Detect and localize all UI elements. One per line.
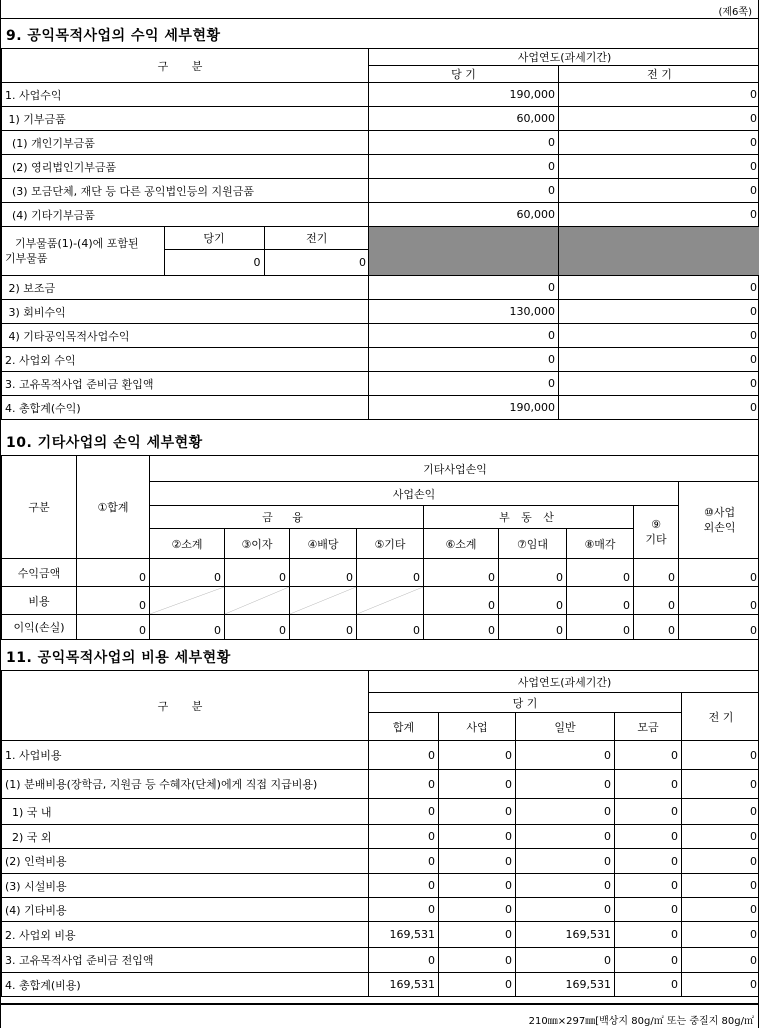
cell-value: 0 bbox=[369, 741, 439, 770]
header-gubun: 구 분 bbox=[2, 49, 369, 83]
cell-value: 0 bbox=[682, 825, 759, 849]
table-row bbox=[2, 615, 759, 640]
table-row bbox=[2, 741, 759, 770]
cell-value: 0 bbox=[682, 948, 759, 973]
cell-value: 0 bbox=[615, 948, 682, 973]
table-row bbox=[2, 372, 759, 396]
cell-value: 0 bbox=[679, 559, 759, 587]
row-label: 2) 국 외 bbox=[2, 825, 369, 849]
cell-value: 0 bbox=[516, 770, 615, 799]
s10-total: ①합계 bbox=[77, 456, 150, 559]
s11-header-fiscal-year: 사업연도(과세기간) bbox=[369, 671, 759, 693]
cell-value: 0 bbox=[369, 874, 439, 898]
s10-fin-other: ⑤기타 bbox=[357, 529, 424, 559]
s10-re-rent: ⑦임대 bbox=[499, 529, 567, 559]
row-label: 3. 고유목적사업 준비금 전입액 bbox=[2, 948, 369, 973]
table-row bbox=[2, 770, 759, 799]
cell-value: 0 bbox=[439, 849, 516, 874]
cell-value: 0 bbox=[439, 799, 516, 825]
row-label: 4. 총합계(비용) bbox=[2, 973, 369, 997]
cell-value: 0 bbox=[225, 615, 290, 640]
cell-value: 0 bbox=[615, 874, 682, 898]
row-label: (2) 인력비용 bbox=[2, 849, 369, 874]
cell-value: 0 bbox=[516, 849, 615, 874]
cell-value: 0 bbox=[439, 741, 516, 770]
page-number: (제6쪽) bbox=[718, 7, 752, 18]
s10-nonbiz-line1: ⑩사업 bbox=[703, 506, 736, 519]
table-row bbox=[2, 203, 759, 227]
table-row bbox=[2, 396, 759, 420]
cell-value: 0 bbox=[369, 898, 439, 922]
cell-value: 0 bbox=[516, 948, 615, 973]
cell-value: 0 bbox=[369, 825, 439, 849]
cell-value: 0 bbox=[682, 849, 759, 874]
cell-value: 0 bbox=[682, 922, 759, 948]
s10-re-sale: ⑧매각 bbox=[567, 529, 634, 559]
cell-value: 0 bbox=[516, 825, 615, 849]
table-row bbox=[2, 155, 759, 179]
cell-value: 0 bbox=[567, 587, 634, 615]
cell-value: 0 bbox=[682, 973, 759, 997]
row-label: 수익금액 bbox=[2, 559, 77, 587]
table-row bbox=[2, 276, 759, 300]
cell-value: 0 bbox=[634, 615, 679, 640]
cell-value: 0 bbox=[516, 741, 615, 770]
expense-table bbox=[1, 670, 759, 997]
s10-other-biz: 기타사업손익 bbox=[150, 456, 759, 482]
row-label: 3. 고유목적사업 준비금 환입액 bbox=[2, 372, 369, 396]
cell-value: 0 bbox=[682, 741, 759, 770]
current-value: 0 bbox=[369, 179, 559, 203]
s10-gubun: 구분 bbox=[2, 456, 77, 559]
cell-value: 0 bbox=[567, 559, 634, 587]
prior-value: 0 bbox=[559, 348, 759, 372]
prior-value: 0 bbox=[559, 107, 759, 131]
row-label: 1) 국 내 bbox=[2, 799, 369, 825]
s10-fin-interest: ③이자 bbox=[225, 529, 290, 559]
cell-value: 0 bbox=[290, 615, 357, 640]
header-prior: 전 기 bbox=[559, 66, 759, 83]
table-row bbox=[2, 948, 759, 973]
current-value: 190,000 bbox=[369, 396, 559, 420]
s10-biz-pl: 사업손익 bbox=[150, 482, 679, 506]
cell-value: 0 bbox=[357, 559, 424, 587]
cell-value: 0 bbox=[77, 559, 150, 587]
diagonal-line bbox=[225, 587, 289, 614]
current-value: 0 bbox=[369, 324, 559, 348]
row-label: 4. 총합계(수익) bbox=[2, 396, 369, 420]
cell-value: 0 bbox=[439, 770, 516, 799]
table-row bbox=[2, 179, 759, 203]
prior-value: 0 bbox=[559, 300, 759, 324]
cell-value: 0 bbox=[150, 615, 225, 640]
table-row bbox=[2, 300, 759, 324]
cell-value: 0 bbox=[682, 874, 759, 898]
inkind-current-value: 0 bbox=[164, 250, 264, 275]
empty-diagonal-cell bbox=[357, 587, 424, 615]
s10-fin-dividend: ④배당 bbox=[290, 529, 357, 559]
table-row bbox=[2, 107, 759, 131]
inkind-label-line2: 기부물품 bbox=[5, 252, 48, 265]
row-label: 이익(손실) bbox=[2, 615, 77, 640]
cell-value: 0 bbox=[615, 973, 682, 997]
prior-value: 0 bbox=[559, 276, 759, 300]
cell-value: 0 bbox=[439, 874, 516, 898]
cell-value: 0 bbox=[516, 874, 615, 898]
empty-diagonal-cell bbox=[225, 587, 290, 615]
inkind-current-label: 당기 bbox=[164, 227, 264, 250]
cell-value: 0 bbox=[439, 948, 516, 973]
row-label: (3) 모금단체, 재단 등 다른 공익법인등의 지원금품 bbox=[2, 179, 369, 203]
prior-value: 0 bbox=[559, 396, 759, 420]
row-label: 4) 기타공익목적사업수익 bbox=[2, 324, 369, 348]
prior-value: 0 bbox=[559, 83, 759, 107]
row-label: 3) 회비수익 bbox=[2, 300, 369, 324]
s11-sub-general: 일반 bbox=[516, 713, 615, 741]
row-label: (1) 개인기부금품 bbox=[2, 131, 369, 155]
current-value: 0 bbox=[369, 131, 559, 155]
s11-sub-fundraising: 모금 bbox=[615, 713, 682, 741]
prior-value: 0 bbox=[559, 324, 759, 348]
table-row bbox=[2, 799, 759, 825]
cell-value: 0 bbox=[290, 559, 357, 587]
inkind-label-line1: 기부물품(1)-(4)에 포함된 bbox=[15, 237, 139, 250]
cell-value: 0 bbox=[150, 559, 225, 587]
cell-value: 0 bbox=[615, 922, 682, 948]
table-row bbox=[2, 922, 759, 948]
cell-value: 0 bbox=[634, 587, 679, 615]
s11-header-current: 당 기 bbox=[369, 693, 682, 713]
cell-value: 0 bbox=[357, 615, 424, 640]
inkind-prior-value: 0 bbox=[264, 250, 369, 275]
cell-value: 0 bbox=[499, 587, 567, 615]
section-11-title: 11. 공익목적사업의 비용 세부현황 bbox=[6, 650, 231, 666]
row-label: 1. 사업비용 bbox=[2, 741, 369, 770]
current-value: 0 bbox=[369, 155, 559, 179]
cell-value: 0 bbox=[615, 849, 682, 874]
s10-realestate: 부 동 산 bbox=[424, 506, 634, 529]
s10-re-subtotal: ⑥소계 bbox=[424, 529, 499, 559]
table-row bbox=[2, 131, 759, 155]
s10-other-line1: ⑨ bbox=[651, 518, 661, 531]
cell-value: 0 bbox=[615, 898, 682, 922]
row-label: (4) 기타기부금품 bbox=[2, 203, 369, 227]
cell-value: 0 bbox=[682, 898, 759, 922]
cell-value: 0 bbox=[516, 898, 615, 922]
current-value: 60,000 bbox=[369, 107, 559, 131]
cell-value: 0 bbox=[424, 615, 499, 640]
revenue-table bbox=[1, 48, 759, 420]
cell-value: 0 bbox=[77, 587, 150, 615]
table-row bbox=[2, 825, 759, 849]
cell-value: 0 bbox=[439, 825, 516, 849]
s10-finance: 금 융 bbox=[150, 506, 424, 529]
section-9-title: 9. 공익목적사업의 수익 세부현황 bbox=[6, 28, 221, 44]
s11-header-prior: 전 기 bbox=[682, 693, 759, 741]
cell-value: 0 bbox=[424, 587, 499, 615]
inkind-shade-prior bbox=[559, 227, 759, 276]
cell-value: 169,531 bbox=[369, 973, 439, 997]
prior-value: 0 bbox=[559, 372, 759, 396]
s11-header-gubun: 구 분 bbox=[2, 671, 369, 741]
cell-value: 0 bbox=[369, 770, 439, 799]
s11-sub-business: 사업 bbox=[439, 713, 516, 741]
s10-nonbiz bbox=[679, 482, 759, 559]
prior-value: 0 bbox=[559, 131, 759, 155]
prior-value: 0 bbox=[559, 179, 759, 203]
prior-value: 0 bbox=[559, 203, 759, 227]
cell-value: 0 bbox=[439, 898, 516, 922]
cell-value: 0 bbox=[225, 559, 290, 587]
inkind-prior-label: 전기 bbox=[264, 227, 369, 250]
s10-other-line2: 기타 bbox=[645, 533, 667, 546]
cell-value: 0 bbox=[516, 799, 615, 825]
row-label: 1) 기부금품 bbox=[2, 107, 369, 131]
table-row bbox=[2, 587, 759, 615]
cell-value: 0 bbox=[567, 615, 634, 640]
cell-value: 0 bbox=[615, 741, 682, 770]
table-row bbox=[2, 849, 759, 874]
cell-value: 0 bbox=[439, 973, 516, 997]
cell-value: 0 bbox=[499, 615, 567, 640]
header-current: 당 기 bbox=[369, 66, 559, 83]
table-row bbox=[2, 874, 759, 898]
row-label: (3) 시설비용 bbox=[2, 874, 369, 898]
cell-value: 0 bbox=[439, 922, 516, 948]
prior-value: 0 bbox=[559, 155, 759, 179]
top-rule bbox=[1, 18, 759, 19]
row-label: (4) 기타비용 bbox=[2, 898, 369, 922]
table-row bbox=[2, 83, 759, 107]
row-label: 2) 보조금 bbox=[2, 276, 369, 300]
section-10-title: 10. 기타사업의 손익 세부현황 bbox=[6, 435, 203, 451]
row-label: 2. 사업외 비용 bbox=[2, 922, 369, 948]
current-value: 190,000 bbox=[369, 83, 559, 107]
cell-value: 169,531 bbox=[516, 973, 615, 997]
cell-value: 0 bbox=[369, 948, 439, 973]
cell-value: 0 bbox=[615, 825, 682, 849]
inkind-label bbox=[2, 227, 164, 275]
cell-value: 0 bbox=[499, 559, 567, 587]
cell-value: 0 bbox=[424, 559, 499, 587]
table-row bbox=[2, 973, 759, 997]
cell-value: 0 bbox=[682, 770, 759, 799]
cell-value: 0 bbox=[615, 770, 682, 799]
current-value: 60,000 bbox=[369, 203, 559, 227]
row-label: (1) 분배비용(장학금, 지원금 등 수혜자(단체)에게 직접 지급비용) bbox=[2, 770, 369, 799]
diagonal-line bbox=[357, 587, 423, 614]
cell-value: 0 bbox=[615, 799, 682, 825]
table-row bbox=[2, 324, 759, 348]
inkind-cell bbox=[2, 227, 369, 276]
diagonal-line bbox=[150, 587, 224, 614]
s11-sub-total: 합계 bbox=[369, 713, 439, 741]
cell-value: 0 bbox=[679, 615, 759, 640]
cell-value: 169,531 bbox=[516, 922, 615, 948]
inkind-shade-current bbox=[369, 227, 559, 276]
empty-diagonal-cell bbox=[150, 587, 225, 615]
table-row bbox=[2, 559, 759, 587]
diagonal-line bbox=[290, 587, 356, 614]
row-label: 비용 bbox=[2, 587, 77, 615]
other-business-table bbox=[1, 455, 759, 640]
cell-value: 0 bbox=[634, 559, 679, 587]
cell-value: 169,531 bbox=[369, 922, 439, 948]
row-label: 1. 사업수익 bbox=[2, 83, 369, 107]
row-label: (2) 영리법인기부금품 bbox=[2, 155, 369, 179]
s10-nonbiz-line2: 외손익 bbox=[703, 521, 736, 534]
current-value: 0 bbox=[369, 372, 559, 396]
current-value: 130,000 bbox=[369, 300, 559, 324]
current-value: 0 bbox=[369, 276, 559, 300]
cell-value: 0 bbox=[369, 849, 439, 874]
row-label: 2. 사업외 수익 bbox=[2, 348, 369, 372]
current-value: 0 bbox=[369, 348, 559, 372]
table-row bbox=[2, 348, 759, 372]
cell-value: 0 bbox=[77, 615, 150, 640]
cell-value: 0 bbox=[682, 799, 759, 825]
cell-value: 0 bbox=[679, 587, 759, 615]
empty-diagonal-cell bbox=[290, 587, 357, 615]
header-fiscal-year: 사업연도(과세기간) bbox=[369, 49, 759, 66]
paper-spec: 210㎜×297㎜[백상지 80g/㎡ 또는 중질지 80g/㎡ bbox=[528, 1016, 754, 1027]
s10-fin-subtotal: ②소계 bbox=[150, 529, 225, 559]
s10-other bbox=[634, 506, 679, 559]
inkind-subtable bbox=[2, 227, 369, 275]
table-row bbox=[2, 898, 759, 922]
bottom-rule bbox=[1, 1003, 759, 1005]
cell-value: 0 bbox=[369, 799, 439, 825]
